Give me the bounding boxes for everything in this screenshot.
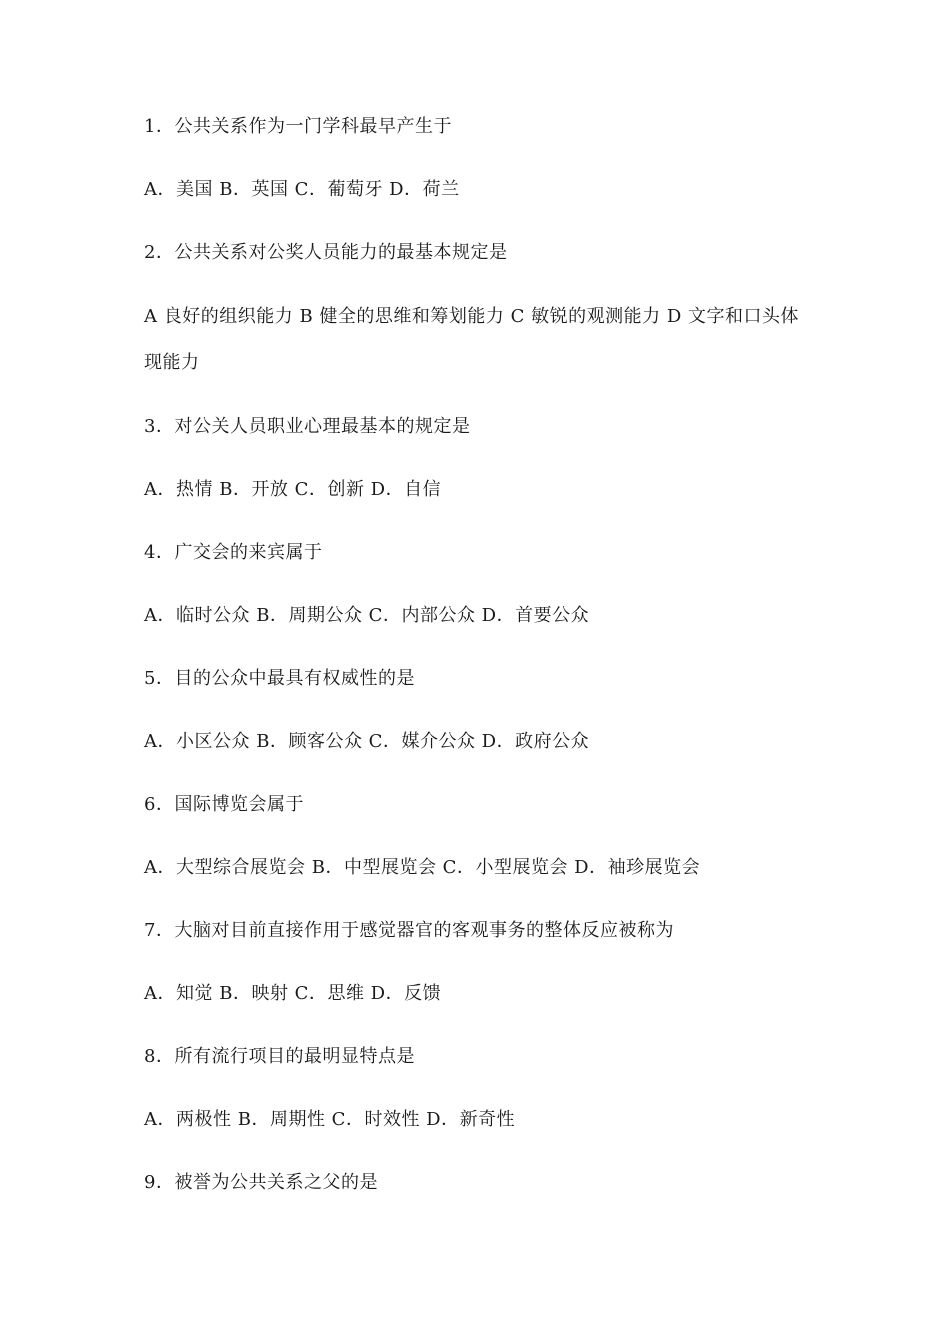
question-6-options: A．大型综合展览会 B．中型展览会 C．小型展览会 D．袖珍展览会 [144, 857, 701, 878]
question-4-options: A．临时公众 B．周期公众 C．内部公众 D．首要公众 [144, 605, 590, 626]
question-1-options: A．美国 B．英国 C．葡萄牙 D．荷兰 [144, 179, 460, 200]
question-4: 4．广交会的来宾属于 [144, 542, 323, 563]
question-3-options: A．热情 B．开放 C．创新 D．自信 [144, 479, 442, 500]
question-8-options: A．两极性 B．周期性 C．时效性 D．新奇性 [144, 1109, 516, 1130]
question-5-options: A．小区公众 B．顾客公众 C．媒介公众 D．政府公众 [144, 731, 590, 752]
question-5: 5．目的公众中最具有权威性的是 [144, 668, 415, 689]
question-7-options: A．知觉 B．映射 C．思维 D．反馈 [144, 983, 442, 1004]
question-2-options: A 良好的组织能力 B 健全的思维和筹划能力 C 敏锐的观测能力 D 文字和口头体现能力 [144, 306, 799, 373]
question-7: 7．大脑对目前直接作用于感觉器官的客观事务的整体反应被称为 [144, 920, 674, 941]
question-1: 1．公共关系作为一门学科最早产生于 [144, 116, 452, 137]
question-6: 6．国际博览会属于 [144, 794, 304, 815]
question-9: 9．被誉为公共关系之父的是 [144, 1172, 378, 1193]
question-2: 2．公共关系对公奖人员能力的最基本规定是 [144, 242, 508, 263]
question-3: 3．对公关人员职业心理最基本的规定是 [144, 416, 471, 437]
question-8: 8．所有流行项目的最明显特点是 [144, 1046, 415, 1067]
